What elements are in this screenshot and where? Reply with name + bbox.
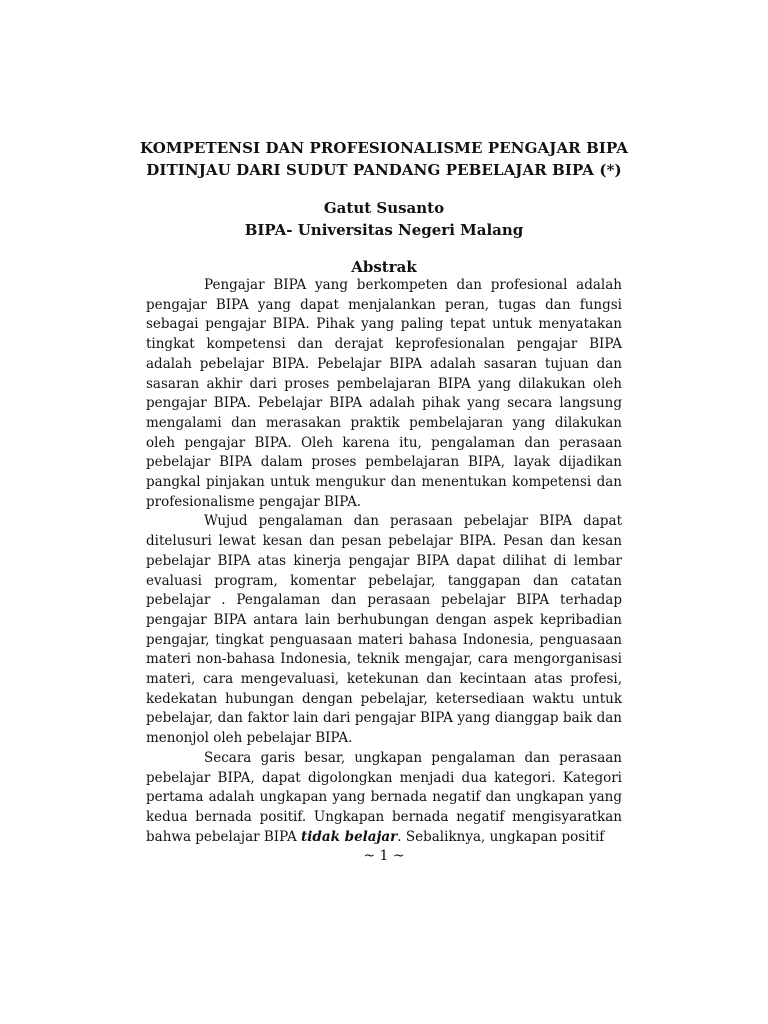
emphasis-tidak-belajar: tidak belajar bbox=[301, 828, 398, 845]
author-affiliation: BIPA- Universitas Negeri Malang bbox=[244, 221, 524, 239]
abstract-heading: Abstrak bbox=[351, 258, 417, 276]
paragraph-2: Wujud pengalaman dan perasaan pebelajar BIPA dapat ditelusuri lewat kesan dan pesan pebelajar BIPA. Pesan dan kesan pebelajar BIPA atas kinerja pengajar BIPA dapat dilihat di lembar evaluasi program, komentar pebelajar, tanggapan dan catatan pebelajar . Pengalaman dan perasaan pebelajar BIPA terhadap pengajar BIPA antara lain berhubungan dengan aspek kepribadian pengajar, tingkat penguasaan materi bahasa Indonesia, penguasaan materi non-bahasa Indonesia, teknik mengajar, cara mengorganisasi materi, cara mengevaluasi, ketekunan dan kecintaan atas profesi, kedekatan hubungan dengan pebelajar, ketersediaan waktu untuk pebelajar, dan faktor lain dari pengajar BIPA yang dianggap baik dan menonjol oleh pebelajar BIPA. bbox=[146, 513, 622, 747]
author-block bbox=[0, 197, 768, 241]
paper-title-line-1: KOMPETENSI DAN PROFESIONALISME PENGAJAR BIPA bbox=[139, 139, 628, 157]
paragraph-3-text-end: . Sebaliknya, ungkapan positif bbox=[397, 828, 605, 845]
paragraph-1: Pengajar BIPA yang berkompeten dan profesional adalah pengajar BIPA yang dapat menjalankan peran, tugas dan fungsi sebagai pengajar BIPA. Pihak yang paling tepat untuk menyatakan tingkat kompetensi dan derajat keprofesionalan pengajar BIPA adalah pebelajar BIPA. Pebelajar BIPA adalah sasaran tujuan dan sasaran akhir dari proses pembelajaran BIPA yang dilakukan oleh pengajar BIPA. Pebelajar BIPA adalah pihak yang secara langsung mengalami dan merasakan praktik pembelajaran yang dilakukan oleh pengajar BIPA. Oleh karena itu, pengalaman dan perasaan pebelajar BIPA dalam proses pembelajaran BIPA, layak dijadikan pangkal pinjakan untuk mengukur dan menentukan kompetensi dan profesionalisme pengajar BIPA. bbox=[146, 277, 622, 510]
abstract-body bbox=[146, 276, 622, 847]
paragraph-3-text-start: Secara garis besar, ungkapan pengalaman dan perasaan pebelajar BIPA, dapat digolongkan menjadi dua kategori. Kategori pertama adalah ungkapan yang bernada negatif dan ungkapan yang kedua bernada positif. Ungkapan bernada negatif mengisyaratkan bahwa pebelajar BIPA bbox=[146, 749, 622, 845]
paragraph-3 bbox=[146, 749, 622, 848]
page-number: ~ 1 ~ bbox=[363, 848, 405, 864]
paper-title bbox=[0, 138, 768, 181]
author-name: Gatut Susanto bbox=[323, 199, 445, 217]
paper-title-line-2: DITINJAU DARI SUDUT PANDANG PEBELAJAR BIPA (*) bbox=[146, 160, 622, 179]
